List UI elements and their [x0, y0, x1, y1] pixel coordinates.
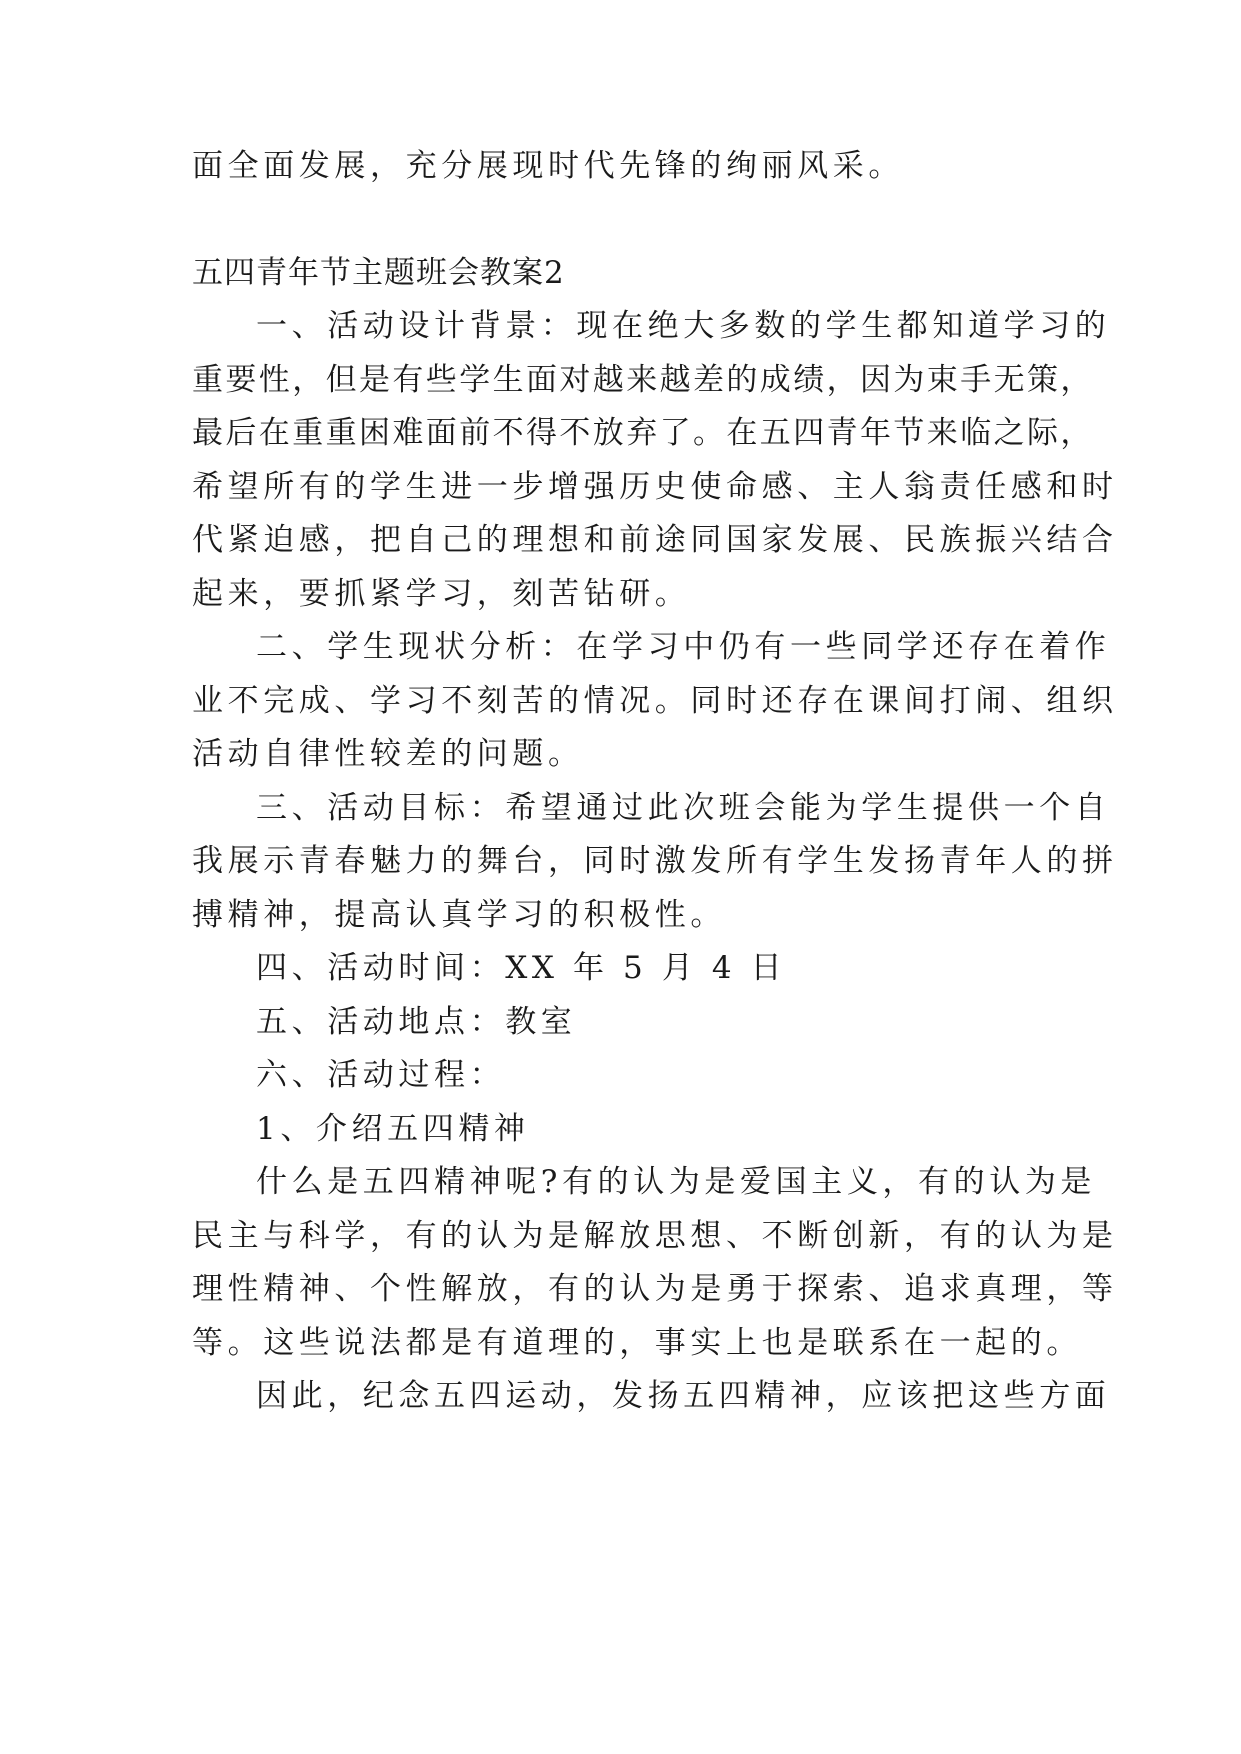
paragraph-line: 因此，纪念五四运动，发扬五四精神，应该把这些方面: [256, 1378, 1111, 1414]
activity-process-heading: 六、活动过程：: [256, 1057, 506, 1093]
paragraph-line: 希望所有的学生进一步增强历史使命感、主人翁责任感和时: [192, 469, 1118, 505]
subsection-heading: 1、介绍五四精神: [256, 1111, 530, 1147]
paragraph-line: 重要性，但是有些学生面对越来越差的成绩，因为束手无策，: [192, 362, 1094, 398]
activity-time: 四、活动时间：XX 年 5 月 4 日: [256, 950, 787, 986]
paragraph-line: 活动自律性较差的问题。: [192, 736, 584, 772]
activity-location: 五、活动地点：教室: [256, 1004, 577, 1040]
paragraph-line: 什么是五四精神呢?有的认为是爱国主义，有的认为是: [256, 1164, 1097, 1200]
paragraph-line: 面全面发展，充分展现时代先锋的绚丽风采。: [192, 148, 904, 184]
paragraph-line: 民主与科学，有的认为是解放思想、不断创新，有的认为是: [192, 1218, 1118, 1254]
paragraph-line: 搏精神，提高认真学习的积极性。: [192, 897, 726, 933]
paragraph-line: 二、学生现状分析：在学习中仍有一些同学还存在着作: [256, 629, 1111, 665]
paragraph-line: 我展示青春魅力的舞台，同时激发所有学生发扬青年人的拼: [192, 843, 1118, 879]
section-title: 五四青年节主题班会教案2: [192, 255, 565, 291]
paragraph-line: 业不完成、学习不刻苦的情况。同时还存在课间打闹、组织: [192, 683, 1118, 719]
paragraph-line: 代紧迫感，把自己的理想和前途同国家发展、民族振兴结合: [192, 522, 1118, 558]
paragraph-line: 最后在重重困难面前不得不放弃了。在五四青年节来临之际，: [192, 415, 1094, 451]
paragraph-line: 三、活动目标：希望通过此次班会能为学生提供一个自: [256, 790, 1111, 826]
paragraph-line: 一、活动设计背景：现在绝大多数的学生都知道学习的: [256, 308, 1111, 344]
paragraph-line: 起来，要抓紧学习，刻苦钻研。: [192, 576, 691, 612]
paragraph-line: 理性精神、个性解放，有的认为是勇于探索、追求真理，等: [192, 1271, 1118, 1307]
paragraph-line: 等。这些说法都是有道理的，事实上也是联系在一起的。: [192, 1325, 1082, 1361]
